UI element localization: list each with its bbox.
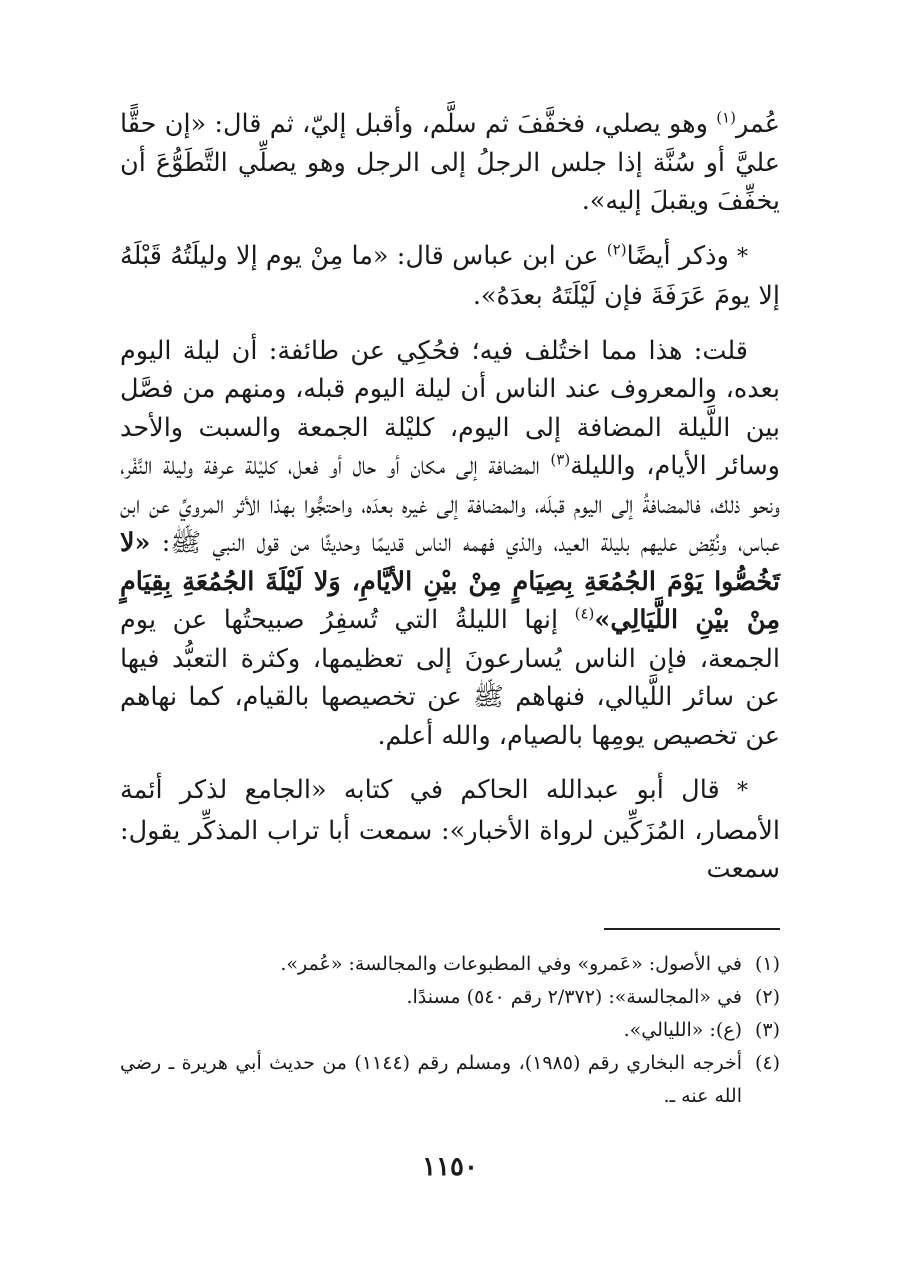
paragraph-3-middle: المضافة إلى مكان أو حال أو فعل، كليْلة عرفة وليلة النَّفْر، ونحو ذلك، فالمضافةُ إلى اليوم قبلَه، والمضافة إلى غيره بعدَه، واحتجُّوا بهذا الأثر المرويِّ عن ابن عباس، ونُقِض عليهم بليلة العيد، والذي فهمه الناس قديمًا وحديثًا من قول النبي ﷺ: <box>120 451 780 558</box>
asterisk-marker: * <box>737 244 748 270</box>
asterisk-marker: * <box>737 779 748 804</box>
footnote <box>120 981 780 1014</box>
footnote-ref-3: (٣) <box>550 450 571 469</box>
main-text <box>120 105 780 889</box>
footnote-number: (٢) <box>754 986 780 1008</box>
paragraph-1-start: عُمر <box>735 109 780 139</box>
footnote-number: (٣) <box>754 1019 780 1041</box>
paragraph-2-text: عن ابن عباس قال: «ما مِنْ يوم إلا وليلَتُهُ قَبْلَهُ إلا يومَ عَرَفَةَ فإن لَيْلَتَهُ بعدَهُ». <box>120 240 780 311</box>
footnote-text: (ع): «الليالي». <box>623 1019 742 1041</box>
paragraph-3-start: قلت: هذا مما اختُلف فيه؛ فحُكِي عن طائفة: أن ليلة اليوم بعده، والمعروف عند الناس أن ليلة اليوم قبله، ومنهم من فصَّل بين اللَّيلة المضافة إلى اليوم، كليْلة الجمعة والسبت والأحد وسائر الأيام، والليلة <box>120 335 780 481</box>
paragraph-2 <box>120 237 780 316</box>
footnote-text: في الأصول: «عَمرو» وفي المطبوعات والمجالسة: «عُمر». <box>280 953 742 975</box>
footnote-ref-2: (٢) <box>606 240 627 258</box>
footnote-text: أخرجه البخاري رقم (١٩٨٥)، ومسلم رقم (١١٤٤) من حديث أبي هريرة ـ رضي الله عنه ـ. <box>120 1052 743 1107</box>
paragraph-1 <box>120 105 780 221</box>
footnote-ref-4: (٤) <box>574 604 595 623</box>
footnote <box>120 948 780 981</box>
paragraph-4 <box>120 771 780 889</box>
paragraph-4-text: قال أبو عبدالله الحاكم في كتابه «الجامع لذكر أئمة الأمصار، المُزَكِّين لرواة الأخبار»: سمعت أبا تراب المذكِّر يقول: سمعت <box>120 775 780 884</box>
footnote-divider <box>604 928 780 930</box>
footnote <box>120 1014 780 1047</box>
page-number: ١١٥٠ <box>422 1152 478 1182</box>
paragraph-3 <box>120 332 780 756</box>
footnote <box>120 1047 780 1113</box>
hadith-quote: «لا تَخُصُّوا يَوْمَ الجُمُعَةِ بِصِيَامٍ مِنْ بيْنِ الأيَّامِ، وَلا لَيْلَةَ الجُمُعَةِ بِقِيَامٍ مِنْ بيْنِ اللَّيَالِي» <box>120 528 780 635</box>
paragraph-1-text: وهو يصلي، فخفَّفَ ثم سلَّم، وأقبل إليّ، ثم قال: «إن حقًّا عليَّ أو سُنَّة إذا جلس الرجلُ إلى الرجل وهو يصلِّي التَّطَوُّعَ أن يخفِّفَ ويقبلَ إليه». <box>120 109 780 216</box>
paragraph-2-start: وذكر أيضًا <box>626 240 737 271</box>
footnote-number: (١) <box>754 953 780 975</box>
footnote-number: (٤) <box>754 1052 780 1074</box>
footnote-text: في «المجالسة»: (٢/٣٧٢ رقم ٥٤٠) مسندًا. <box>406 986 742 1008</box>
paragraph-3-end: إنها الليلةُ التي تُسفِرُ صبيحتُها عن يوم الجمعة، فإن الناس يُسارعونَ إلى تعظيمها، وكثرة التعبُّد فيها عن سائر اللَّيالي، فنهاهم ﷺ عن تخصيصها بالقيام، كما نهاهم عن تخصيص يومِها بالصيام، والله أعلم. <box>120 605 780 751</box>
footnote-ref-1: (١) <box>716 108 736 127</box>
footnotes <box>120 948 780 1113</box>
